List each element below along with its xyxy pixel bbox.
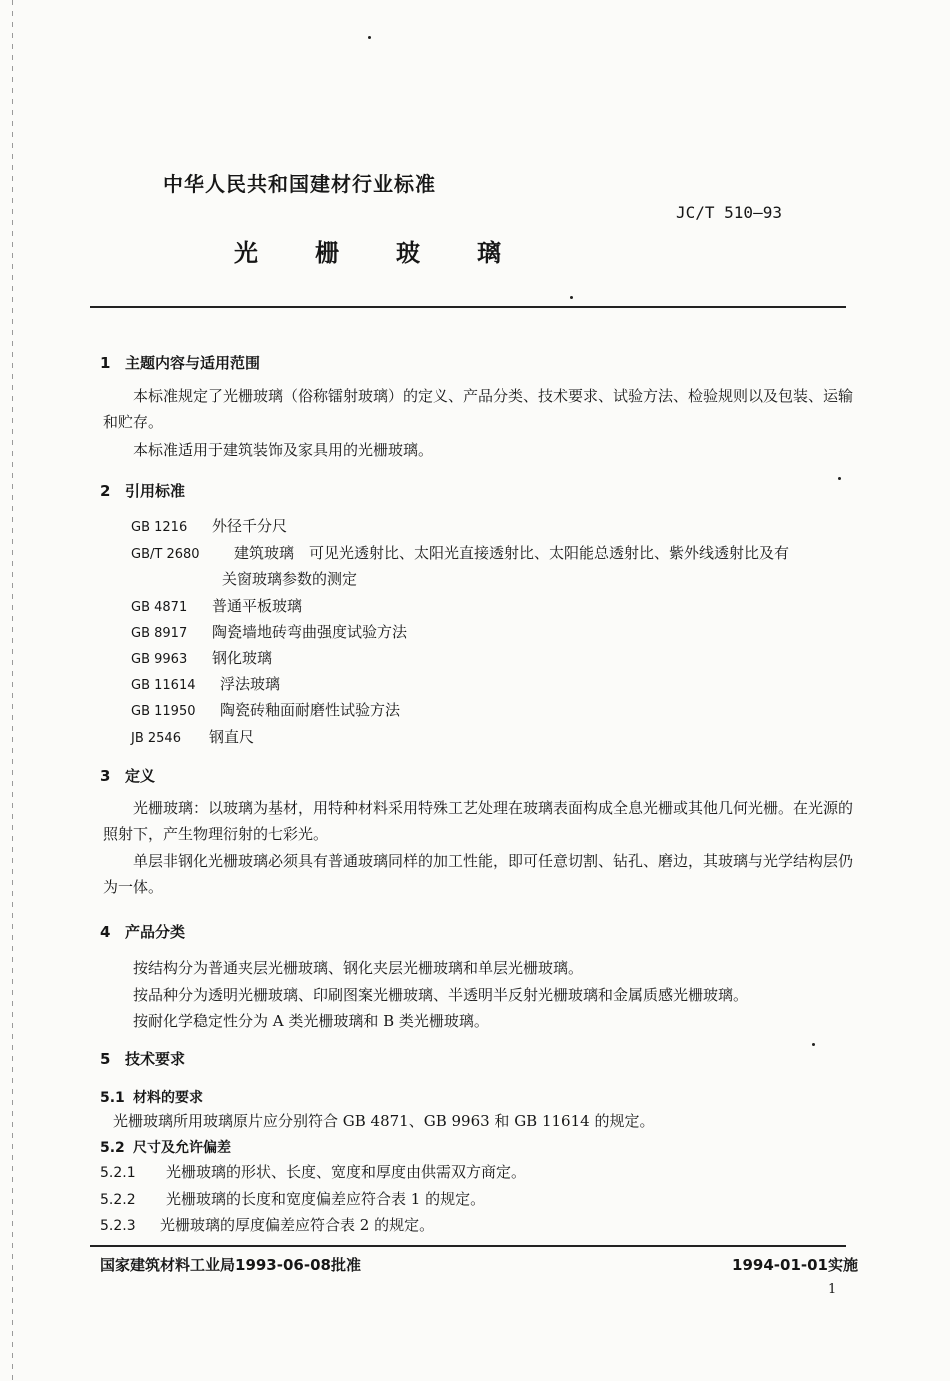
- subsection-title: 尺寸及允许偏差: [133, 1140, 231, 1156]
- clause-number: 5.2.3: [100, 1218, 136, 1234]
- subsection-title: 材料的要求: [133, 1090, 203, 1106]
- section-title: 引用标准: [125, 482, 186, 500]
- paragraph: 单层非钢化光栅玻璃必须具有普通玻璃同样的加工性能，即可任意切割、钻孔、磨边，其玻璃与光学结构层仍为一体。: [103, 852, 854, 896]
- clause: [100, 1188, 485, 1209]
- reference-title: 陶瓷墙地砖弯曲强度试验方法: [212, 623, 408, 641]
- scan-speck: [570, 296, 573, 299]
- paragraph: 本标准适用于建筑装饰及家具用的光栅玻璃。: [133, 441, 434, 459]
- scan-speck: [838, 477, 841, 480]
- reference-code: GB 11614: [131, 678, 196, 693]
- reference-code: GB 1216: [131, 520, 188, 535]
- reference-code: GB 11950: [131, 704, 196, 719]
- section-title: 定义: [125, 767, 156, 785]
- clause: [100, 1214, 434, 1235]
- scan-speck: [368, 36, 371, 39]
- reference-title: 钢直尺: [209, 728, 255, 746]
- subsection-heading: [100, 1087, 203, 1107]
- scan-edge: [12, 0, 13, 1381]
- section-heading: [100, 352, 260, 373]
- approval-line: 国家建筑材料工业局1993-06-08批准: [100, 1256, 361, 1274]
- paragraph: 光栅玻璃所用玻璃原片应分别符合 GB 4871、GB 9963 和 GB 11614 的规定。: [113, 1112, 655, 1130]
- reference-item: [131, 647, 272, 668]
- reference-title: 建筑玻璃 可见光透射比、太阳光直接透射比、太阳能总透射比、紫外线透射比及有: [234, 544, 790, 562]
- clause: [100, 1161, 526, 1182]
- section-number: 3: [100, 767, 111, 785]
- section-number: 2: [100, 482, 111, 500]
- reference-title: 浮法玻璃: [220, 675, 281, 693]
- reference-code: GB 9963: [131, 652, 188, 667]
- reference-title: 普通平板玻璃: [212, 597, 303, 615]
- clause-text: 光栅玻璃的形状、长度、宽度和厚度由供需双方商定。: [166, 1163, 527, 1181]
- standard-number: JC/T 510—93: [676, 203, 782, 222]
- section-title: 主题内容与适用范围: [125, 354, 261, 372]
- subsection-number: 5.2: [100, 1140, 125, 1156]
- reference-title: 外径千分尺: [212, 517, 288, 535]
- section-title: 产品分类: [125, 923, 186, 941]
- section-heading: [100, 921, 185, 942]
- paragraph: 按耐化学稳定性分为 A 类光栅玻璃和 B 类光栅玻璃。: [133, 1012, 489, 1030]
- reference-item: [131, 621, 407, 642]
- section-heading: [100, 1048, 185, 1069]
- effective-date-line: 1994-01-01实施: [732, 1256, 858, 1274]
- header-divider: [90, 306, 846, 308]
- section-heading: [100, 480, 185, 501]
- reference-code: GB/T 2680: [131, 547, 200, 562]
- clause-text: 光栅玻璃的厚度偏差应符合表 2 的规定。: [160, 1216, 435, 1234]
- section-title: 技术要求: [125, 1050, 186, 1068]
- reference-item: [131, 699, 400, 720]
- document-title: 光栅玻璃: [234, 239, 558, 267]
- reference-code: GB 8917: [131, 626, 188, 641]
- reference-title-continuation: 关窗玻璃参数的测定: [222, 570, 358, 588]
- clause-number: 5.2.1: [100, 1165, 136, 1181]
- reference-item: [131, 515, 287, 536]
- clause-text: 光栅玻璃的长度和宽度偏差应符合表 1 的规定。: [166, 1190, 486, 1208]
- reference-item: [131, 673, 280, 694]
- reference-item: [131, 726, 254, 747]
- section-number: 5: [100, 1050, 111, 1068]
- reference-title: 陶瓷砖釉面耐磨性试验方法: [220, 701, 401, 719]
- org-title: 中华人民共和国建材行业标准: [163, 172, 436, 196]
- reference-item: [131, 542, 789, 563]
- paragraph: 按结构分为普通夹层光栅玻璃、钢化夹层光栅玻璃和单层光栅玻璃。: [133, 959, 584, 977]
- paragraph: 光栅玻璃：以玻璃为基材，用特种材料采用特殊工艺处理在玻璃表面构成全息光栅或其他几何光栅。在光源的照射下，产生物理衍射的七彩光。: [103, 799, 854, 843]
- section-number: 1: [100, 354, 111, 372]
- section-number: 4: [100, 923, 111, 941]
- subsection-number: 5.1: [100, 1090, 125, 1106]
- reference-item: [131, 595, 302, 616]
- paragraph: 按品种分为透明光栅玻璃、印刷图案光栅玻璃、半透明半反射光栅玻璃和金属质感光栅玻璃。: [133, 986, 749, 1004]
- section-heading: [100, 765, 155, 786]
- reference-code: GB 4871: [131, 600, 188, 615]
- footer-divider: [90, 1245, 846, 1247]
- subsection-heading: [100, 1137, 231, 1157]
- reference-title: 钢化玻璃: [212, 649, 273, 667]
- reference-code: JB 2546: [131, 731, 181, 746]
- clause-number: 5.2.2: [100, 1192, 136, 1208]
- page-number: 1: [828, 1282, 837, 1297]
- paragraph: 本标准规定了光栅玻璃（俗称镭射玻璃）的定义、产品分类、技术要求、试验方法、检验规则以及包装、运输和贮存。: [103, 387, 854, 431]
- scan-speck: [812, 1043, 815, 1046]
